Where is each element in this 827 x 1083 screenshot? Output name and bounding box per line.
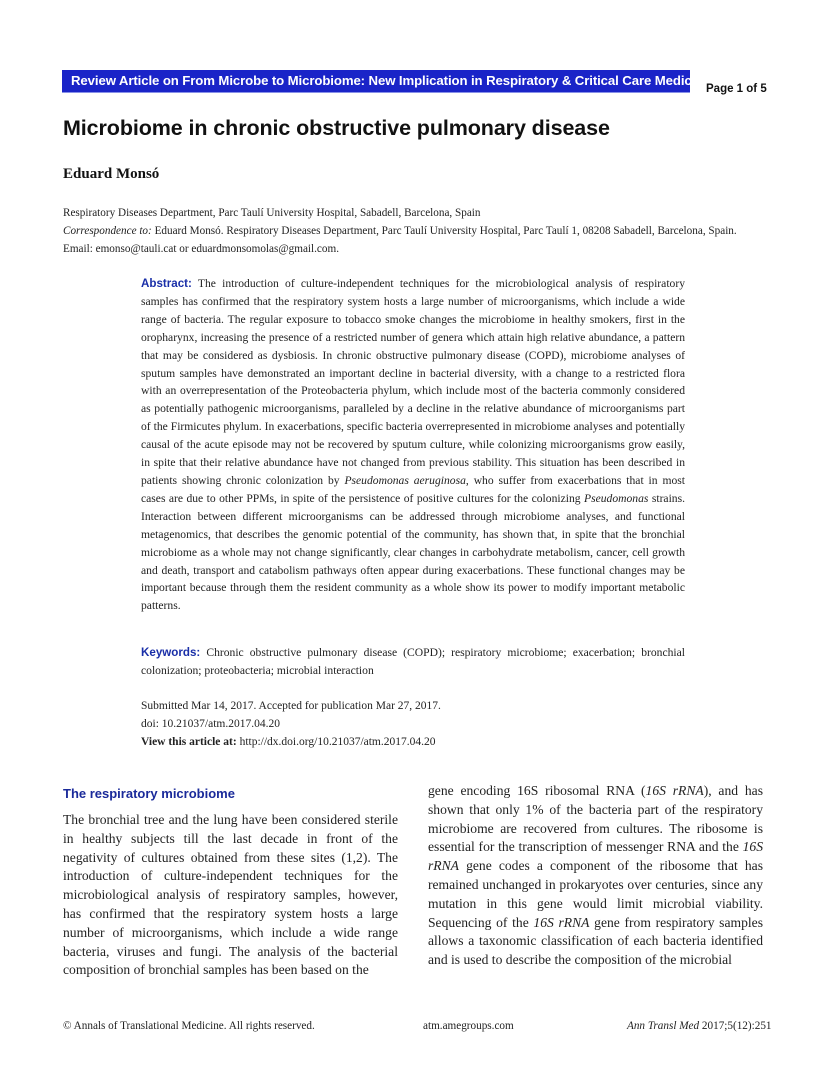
view-article-label: View this article at: bbox=[141, 736, 237, 748]
body-text: gene from respiratory samples allows a taxonomic classification of each bacteria identified and is used to describe the composition of the microbial bbox=[428, 914, 763, 968]
view-article-line bbox=[141, 733, 441, 751]
email-line: Email: emonso@tauli.cat or eduardmonsomolas@gmail.com. bbox=[63, 243, 339, 255]
page-indicator: Page 1 of 5 bbox=[706, 83, 767, 95]
body-text: ), and has shown that only 1% of the bacteria part of the respiratory microbiome are recovered from cultures. The ribosome is essential for the transcription of messenger RNA and the bbox=[428, 783, 763, 855]
series-banner: Review Article on From Microbe to Microbiome: New Implication in Respiratory & Critical Care Medicine bbox=[62, 70, 690, 92]
correspondence-label: Correspondence to: bbox=[63, 225, 152, 237]
keywords bbox=[141, 644, 685, 680]
view-article-link[interactable]: http://dx.doi.org/10.21037/atm.2017.04.20 bbox=[236, 736, 436, 748]
body-column-right bbox=[428, 782, 763, 970]
correspondence bbox=[63, 222, 783, 240]
article-title: Microbiome in chronic obstructive pulmonary disease bbox=[63, 116, 610, 140]
journal-abbrev: Ann Transl Med bbox=[627, 1020, 700, 1032]
section-heading: The respiratory microbiome bbox=[63, 786, 235, 801]
affiliation-block bbox=[63, 204, 783, 258]
abstract-text: strains. Interaction between different microorganisms can be addressed through microbiome analyses, and functional metagenomics, that describes the genomic potential of the community, has shown that, in spite that the bronchial microbiome as a whole may not change significantly, clear changes in carbohydrate metabolism, cancer, cell growth and death, transport and catabolism pathways often appear during exacerbations. These functional changes may be important because through them the resident community as a whole show its power to modify important metabolic patterns. bbox=[141, 491, 686, 613]
citation-text: 2017;5(12):251 bbox=[699, 1020, 772, 1032]
abstract-text: The introduction of culture-independent techniques for the microbiological analysis of respiratory samples has confirmed that the respiratory system hosts a large number of microorganisms, which include a wide range of bacteria. The regular exposure to tobacco smoke changes the microbiome in healthy smokers, first in the oropharynx, increasing the presence of a restricted number of genera which attain high relative abundance, a pattern that may be considered as dysbiosis. In chronic obstructive pulmonary disease (COPD), microbiome analyses of sputum samples have demonstrated an important decline in bacterial diversity, with a change to a restricted flora with an overrepresentation of the Proteobacteria phylum, which include most of the bacteria commonly considered as potentially pathogenic microorganisms, paralleled by a decline in the relative abundance of microorganisms part of the Firmicutes phylum. In exacerbations, specific bacteria overrepresented in microbiome analyses and potentially causal of the acute episode may not be recovered by sputum culture, while colonizing microorganisms grow easily, in spite that their relative abundance have not changed from previous stability. This situation has been described in patients showing chronic colonization by bbox=[141, 277, 685, 487]
body-italic-term: 16S rRNA bbox=[533, 914, 590, 930]
body-italic-term: 16S rRNA bbox=[428, 839, 763, 874]
footer-copyright: © Annals of Translational Medicine. All rights reserved. bbox=[63, 1020, 315, 1032]
abstract-text: , who suffer from exacerbations that in most cases are due to other PPMs, in spite of the persistence of positive cultures for the colonizing bbox=[141, 473, 685, 505]
abstract bbox=[141, 275, 685, 615]
abstract-italic-species: Pseudomonas aeruginosa bbox=[344, 473, 466, 487]
abstract-label: Abstract: bbox=[141, 277, 192, 290]
body-italic-term: 16S rRNA bbox=[645, 783, 704, 798]
affiliation: Respiratory Diseases Department, Parc Taulí University Hospital, Sabadell, Barcelona, Spain bbox=[63, 207, 481, 219]
body-text: gene codes a component of the ribosome that has remained unchanged in prokaryotes over centuries, since any mutation in this gene would limit microbial viability. Sequencing of the bbox=[428, 858, 763, 930]
footer-citation bbox=[627, 1020, 772, 1032]
abstract-italic-genus: Pseudomonas bbox=[584, 491, 649, 505]
correspondence-text: Eduard Monsó. Respiratory Diseases Department, Parc Taulí University Hospital, Parc Taulí 1, 08208 Sabadell, Barcelona, Spain. bbox=[151, 225, 737, 237]
author-name: Eduard Monsó bbox=[63, 166, 160, 182]
footer-website[interactable]: atm.amegroups.com bbox=[423, 1020, 514, 1032]
keywords-text: Chronic obstructive pulmonary disease (COPD); respiratory microbiome; exacerbation; bronchial colonization; proteobacteria; microbial interaction bbox=[141, 646, 685, 677]
body-column-left: The bronchial tree and the lung have been considered sterile in healthy subjects till the last decade in front of the negativity of cultures obtained from these sites (1,2). The introduction of culture-independent techniques for the microbiological analysis of respiratory samples, however, has confirmed that the respiratory system hosts a large number of microorganisms, which include a wide range bacteria, viruses and fungi. The analysis of the bacterial composition of bronchial samples has been based on the bbox=[63, 812, 398, 978]
body-text: gene encoding 16S ribosomal RNA ( bbox=[428, 783, 646, 798]
doi: doi: 10.21037/atm.2017.04.20 bbox=[141, 718, 280, 730]
submission-dates: Submitted Mar 14, 2017. Accepted for publication Mar 27, 2017. bbox=[141, 700, 441, 712]
publication-info bbox=[141, 697, 441, 751]
keywords-label: Keywords: bbox=[141, 646, 201, 659]
